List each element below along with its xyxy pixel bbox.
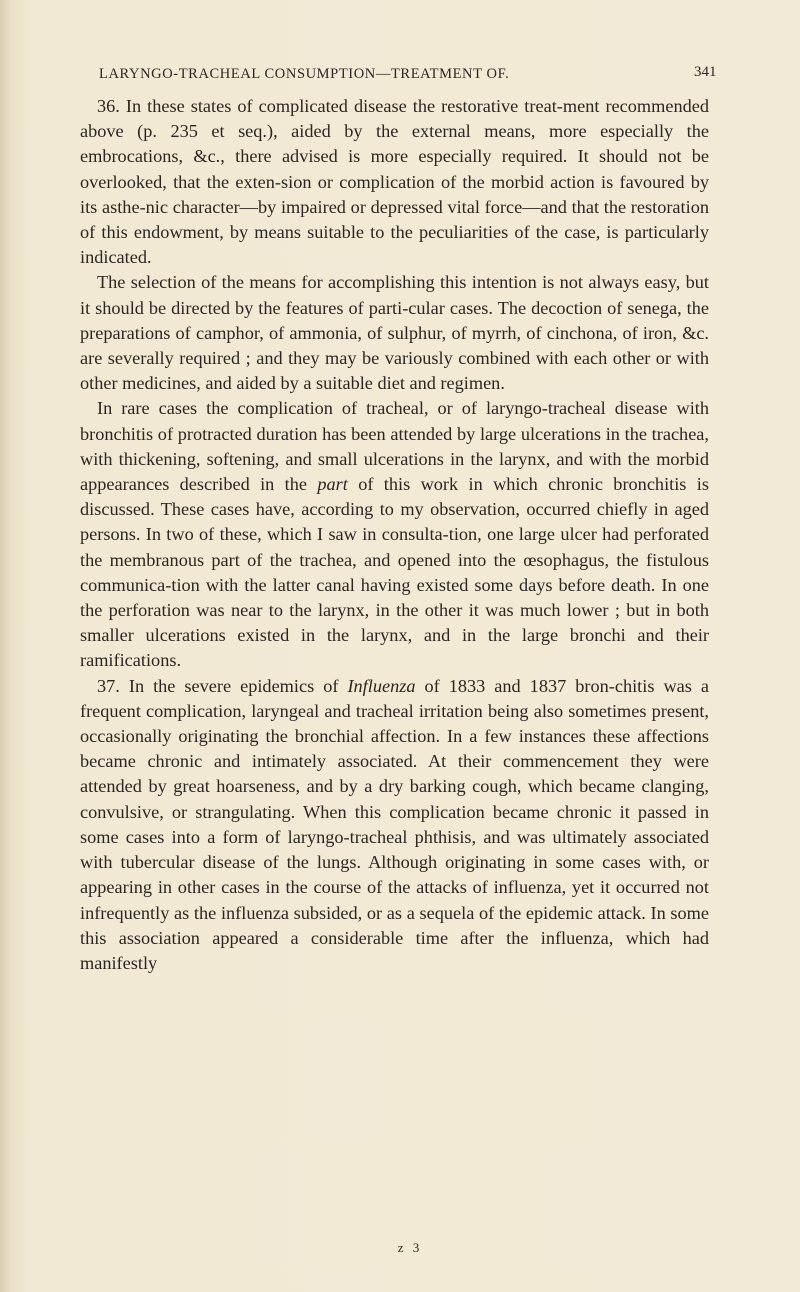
paragraph-selection-of-means bbox=[80, 270, 709, 396]
paragraph-text: The selection of the means for accomplishing this intention is not always easy, but it should be directed by the features of parti-cular cases. The decoction of senega, the preparations of camphor, of ammonia, of sulphur, of myrrh, of cinchona, of iron, &c. are severally required ; and they may be variously combined with each other or with other medicines, and aided by a suitable diet and regimen. bbox=[80, 272, 709, 394]
body-text bbox=[80, 94, 709, 976]
signature-mark: z 3 bbox=[397, 1240, 423, 1255]
paragraph-text-end: of this work in which chronic bronchitis is discussed. These cases have, according to my observation, occurred chiefly in aged persons. In two of these, which I saw in consulta-tion, one large ulcer had perforated the membranous part of the trachea, and opened into the œsophagus, the fistulous communica-tion with the latter canal having existed some days before death. In one the perforation was near to the larynx, in the other it was much lower ; but in both smaller ulcerations existed in the larynx, and in the large bronchi and their ramifications. bbox=[80, 474, 709, 671]
italic-term: Influenza bbox=[347, 675, 416, 696]
paragraph-36 bbox=[80, 94, 709, 270]
italic-term: part bbox=[317, 474, 348, 495]
page-number: 341 bbox=[694, 64, 717, 80]
paragraph-rare-cases bbox=[80, 396, 709, 673]
paragraph-text: 36. In these states of complicated disease the restorative treat-ment recommended above (p. 235 et seq.), aided by the external means, more especially the embrocations, &c., there advised is more especially required. It should not be overlooked, that the exten-sion or complication of the morbid action is favoured by its asthe-nic character—by impaired or depressed vital force—and that the restoration of this endowment, by means suitable to the peculiarities of the case, is particularly indicated. bbox=[80, 96, 709, 268]
paragraph-text-end: of 1833 and 1837 bron-chitis was a frequent complication, laryngeal and tracheal irritation being also sometimes present, occasionally originating the bronchial affection. In a few instances these affections became chronic and intimately associated. At their commencement they were attended by great hoarseness, and by a dry barking cough, which became clanging, convulsive, or strangulating. When this complication became chronic it passed in some cases into a form of laryngo-tracheal phthisis, and was ultimately associated with tubercular disease of the lungs. Although originating in some cases with, or appearing in other cases in the course of the attacks of influenza, yet it occurred not infrequently as the influenza subsided, or as a sequela of the epidemic attack. In some this association appeared a considerable time after the influenza, which had manifestly bbox=[80, 675, 709, 973]
paragraph-text-start: 37. In the severe epidemics of bbox=[97, 675, 348, 696]
page-header bbox=[0, 60, 800, 90]
paragraph-text-start: In rare cases the complication of tracheal, or of laryngo-tracheal disease with bronchitis of protracted duration has been attended by large ulcerations in the trachea, with thickening, softening, and small ulcerations in the larynx, and with the morbid appearances described in the bbox=[80, 398, 709, 495]
running-head: LARYNGO-TRACHEAL CONSUMPTION—TREATMENT OF. bbox=[99, 66, 510, 82]
paragraph-37 bbox=[80, 674, 709, 976]
